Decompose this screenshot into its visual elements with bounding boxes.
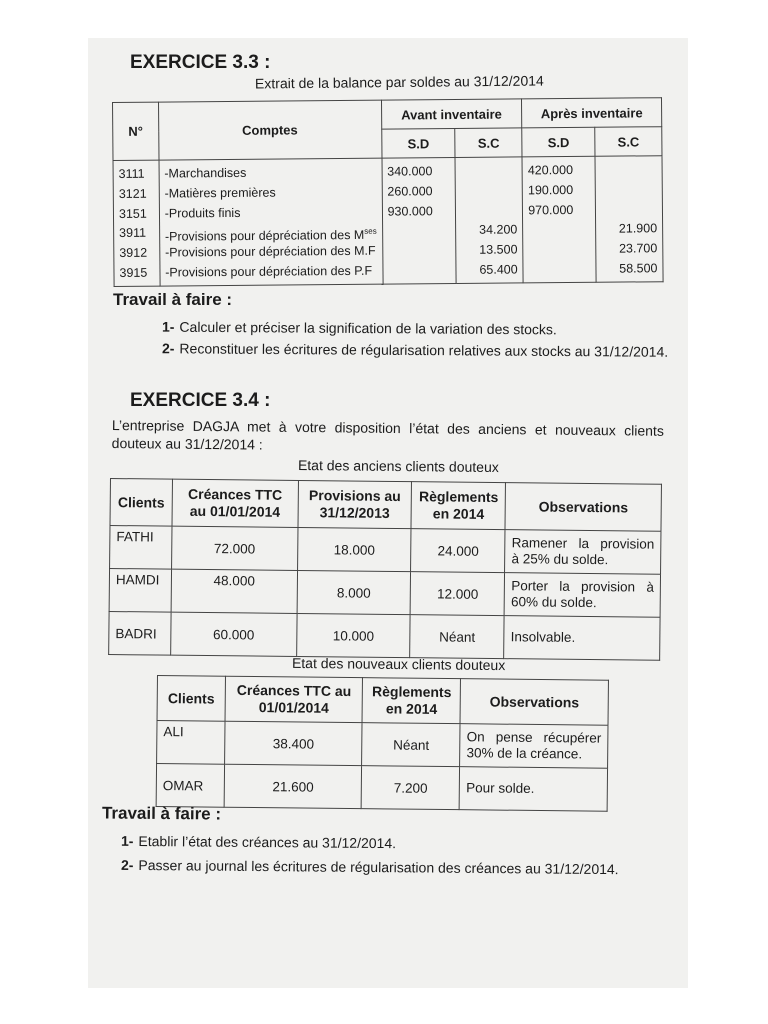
intro-line: L’entreprise DAGJA met à votre disposition l’état des anciens et nouveaux clients [111,416,664,439]
header-comptes: Comptes [158,100,381,160]
account-num: 3911 [119,226,147,241]
header-apres-sd: S.D [522,127,595,157]
header-avant-sd: S.D [381,129,455,159]
avant-sd-value [388,261,451,281]
header-line: 01/01/2014 [258,699,329,716]
header-apres-sc: S.C [595,127,662,157]
task-number: 2- [120,856,134,873]
observation [459,767,607,812]
observation [460,724,608,769]
reglements-value: Néant [362,723,460,767]
task-text: Reconstituer les écritures de régularisation relatives aux stocks au 31/12/2014. [179,340,669,360]
task-text: Etablir l’état des créances au 31/12/2014. [138,832,397,852]
account-name: -Provisions pour dépréciation des P.F [165,263,373,280]
header-observations: Observations [460,679,608,726]
header-reglements [411,482,505,530]
client-name: ALI [157,721,225,765]
header-creances [225,676,363,722]
nouveaux-caption: Etat des nouveaux clients douteux [291,654,506,674]
col-avant-sc [455,157,523,283]
apres-sc-value [601,180,657,200]
account-num: 3912 [119,245,148,261]
col-comptes [159,158,383,286]
apres-sc-value: 23.700 [619,241,658,256]
header-line: en 2014 [385,700,438,717]
task-text: Passer au journal les écritures de régularisation des créances au 31/12/2014. [138,856,619,878]
observation [504,573,660,618]
avant-sc-value [461,161,517,181]
task-number: 2- [161,340,175,357]
header-line: Provisions au [308,487,401,505]
account-num: 3121 [118,186,147,201]
task-text: Calculer et préciser la signification de la variation des stocks. [179,318,557,338]
provisions-value: 10.000 [296,613,410,657]
header-avant-sc: S.C [455,128,522,158]
account-name: -Marchandises [164,165,247,181]
avant-sc-value: 13.500 [479,242,518,257]
avant-sc-value: 34.200 [479,222,518,238]
header-line: Créances TTC [187,485,283,503]
creances-value: 21.600 [224,764,362,808]
header-line: Règlements [371,683,452,701]
exercise-3-4-title: EXERCICE 3.4 : [130,390,271,411]
account-name: -Produits finis [164,205,241,221]
task-number: 1- [161,318,175,335]
apres-sd-value: 970.000 [528,202,574,217]
account-num: 3111 [118,166,145,181]
creances-value: 72.000 [172,526,298,570]
creances-value: 48.000 [171,569,297,613]
table-row [157,721,608,769]
avant-sc-value [461,201,517,221]
apres-sd-value [529,260,591,280]
observation [505,530,661,575]
exercise-3-4-intro [112,416,664,458]
client-name: HAMDI [109,569,171,613]
reglements-value: Néant [410,615,504,659]
exercise-3-3-title: EXERCICE 3.3 : [130,52,271,73]
account-num: 3151 [118,206,147,221]
header-line: au 01/01/2014 [189,502,281,520]
header-observations: Observations [505,483,661,532]
nouveaux-clients-table [156,675,609,812]
account-name-sup: ses [364,227,377,237]
header-creances [172,479,298,527]
avant-sd-value [388,221,451,241]
client-name: OMAR [156,764,224,808]
account-name: -Provisions pour dépréciation des M.F [164,243,376,260]
creances-value: 38.400 [224,721,362,765]
provisions-value: 18.000 [297,527,411,571]
reglements-value: 24.000 [411,529,505,573]
avant-sd-value [388,241,451,261]
anciens-caption: Etat des anciens clients douteux [297,456,499,476]
observation-line: Insolvable. [510,629,576,645]
account-name-row [165,222,377,244]
observation-line: Pour solde. [466,780,535,796]
anciens-clients-table [108,478,662,661]
header-num: N° [113,102,159,160]
travail-title-3-4: Travail à faire : [101,803,222,824]
header-apres-inventaire: Après inventaire [522,98,662,128]
header-line: 31/12/2013 [319,504,390,521]
task-3-3-1 [162,319,557,338]
task-3-4-1 [121,833,396,851]
travail-title-3-3: Travail à faire : [113,290,233,309]
intro-line: douteux au 31/12/2014 : [111,434,263,453]
col-apres-sd [522,156,596,282]
account-name: -Matières premières [164,185,276,201]
balance-caption: Extrait de la balance par soldes au 31/12/2014 [254,72,544,92]
observation-line: 30% de la créance. [466,745,583,762]
header-reglements [362,678,460,724]
header-avant-inventaire: Avant inventaire [381,99,522,129]
task-number: 1- [120,832,134,849]
observation-line: 60% du solde. [510,594,597,611]
account-name: -Provisions pour dépréciation des M [164,228,365,245]
client-name: FATHI [110,526,172,570]
table-row [109,611,660,660]
apres-sc-value: 21.900 [618,221,658,236]
header-line: en 2014 [432,505,485,522]
col-avant-sd [382,158,457,284]
creances-value: 60.000 [171,612,297,656]
provisions-value: 8.000 [297,570,411,614]
apres-sd-value [528,240,590,260]
client-name: BADRI [109,611,171,655]
observation-line: Porter la provision à [511,578,654,595]
avant-sc-value: 65.400 [479,262,518,277]
table-row [156,764,607,812]
observation-line: à 25% du solde. [511,551,609,568]
reglements-value: 12.000 [411,572,505,616]
header-clients: Clients [110,479,172,527]
col-apres-sc [595,156,663,282]
reglements-value: 7.200 [362,766,460,810]
table-row [110,526,661,575]
header-provisions [298,480,412,528]
avant-sd-value: 340.000 [387,164,433,179]
avant-sd-value: 260.000 [387,184,433,199]
observation-line: Ramener la provision [511,535,655,552]
table-row [109,569,660,618]
avant-sc-value [461,181,517,201]
apres-sd-value [528,220,590,240]
observation [504,616,660,661]
apres-sc-value [601,200,657,220]
avant-sd-value: 930.000 [387,203,433,219]
header-clients: Clients [157,676,225,722]
apres-sc-value [601,160,657,180]
apres-sd-value: 420.000 [527,162,574,178]
apres-sc-value: 58.500 [619,261,658,276]
header-line: Créances TTC au [236,681,352,700]
apres-sd-value: 190.000 [527,182,574,198]
account-num: 3915 [119,265,148,280]
balance-table [112,97,664,287]
header-line: Règlements [418,488,499,506]
observation-line: On pense récupérer [466,729,602,746]
col-num [113,160,160,286]
